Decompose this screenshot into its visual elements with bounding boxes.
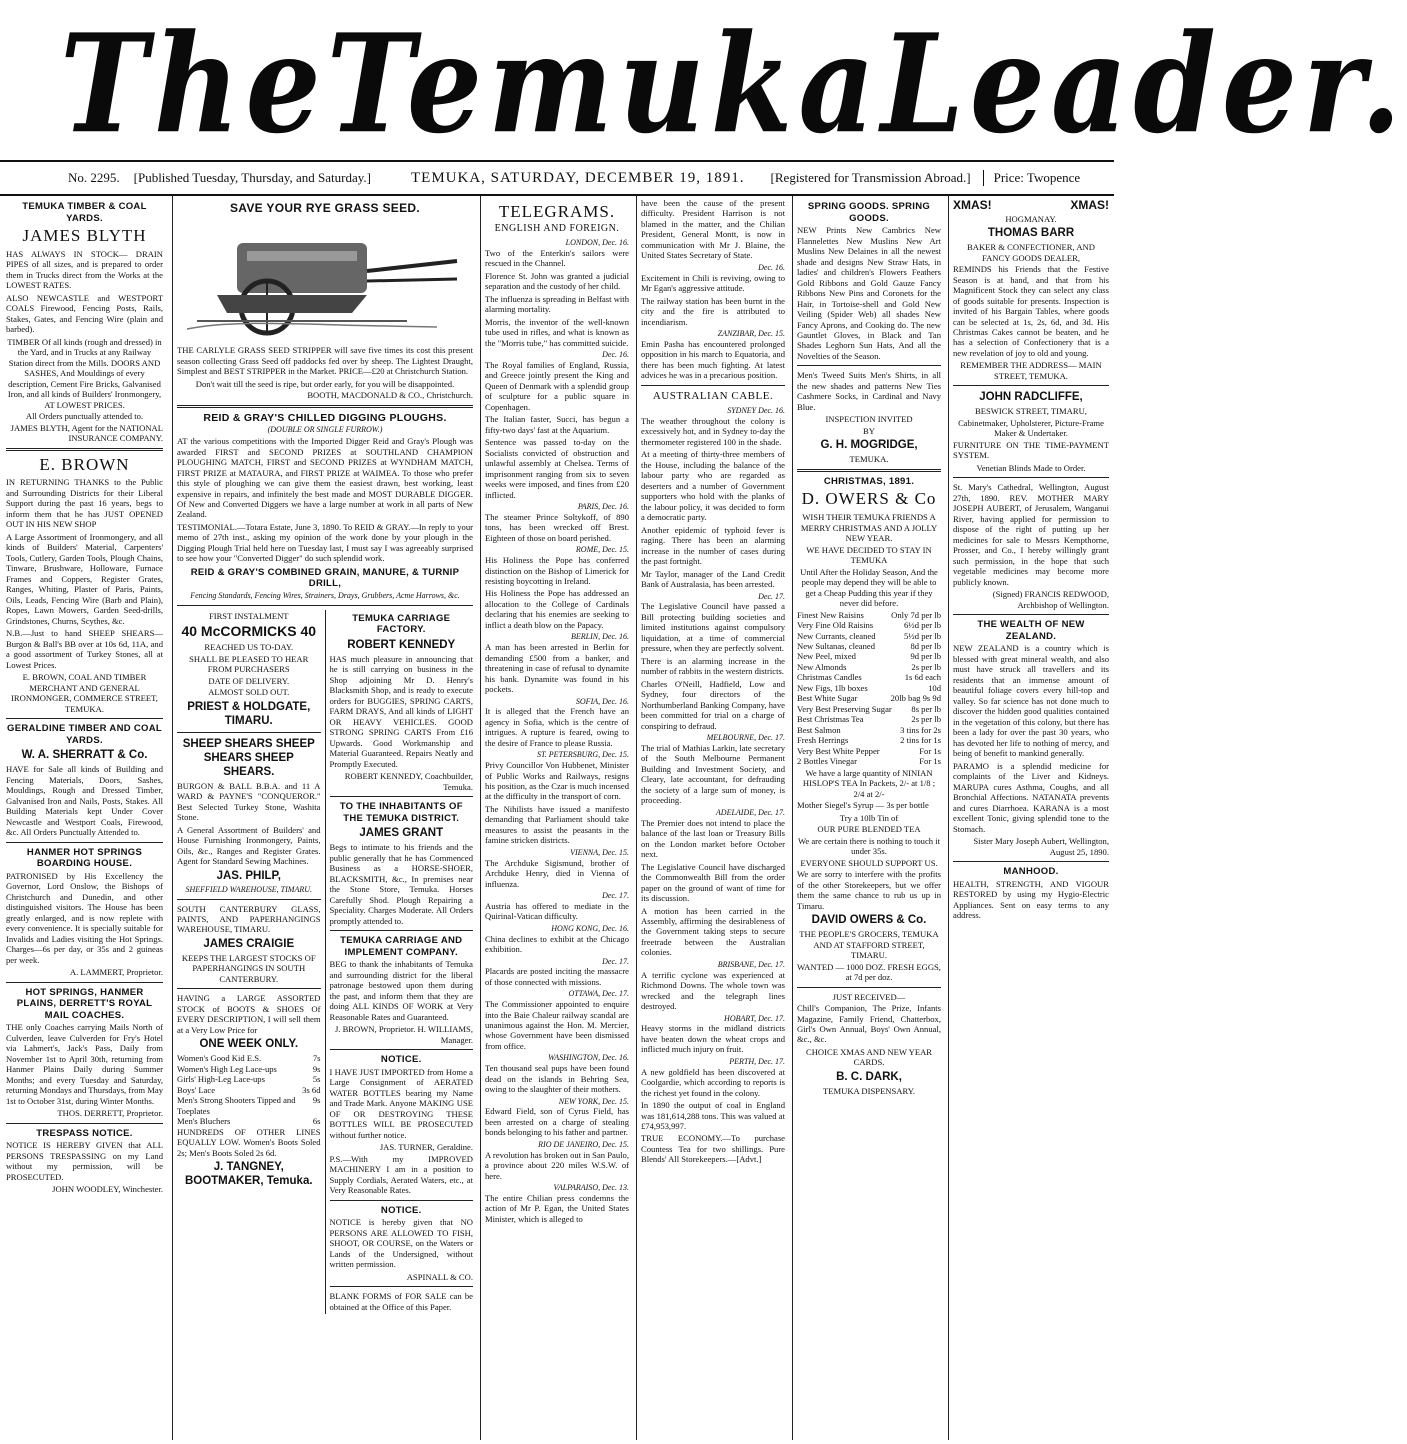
price-item: Fresh Herrings [797,735,849,746]
grass-seed-stripper-illustration [177,221,473,339]
ad-heading-trespass: TRESPASS NOTICE. [36,1127,133,1139]
ad-heading-manhood: MANHOOD. [1003,866,1059,877]
ad-heading-implement-company: TEMUKA CARRIAGE AND IMPLEMENT COMPANY. [340,935,463,958]
ad-text: HUNDREDS OF OTHER LINES EQUALLY LOW. Women's Boots Soled 2s; Men's Boots Soled 2s 6d. [177,1126,321,1158]
advertiser-e-brown: E. BROWN [39,454,130,474]
divider [6,448,163,451]
dateline: Dec. 17. [602,956,629,966]
divider [330,1286,474,1287]
xmas-word: XMAS! [1070,198,1109,212]
advertiser-david-owers: DAVID OWERS & Co. [811,914,927,927]
advertiser-jas-philp: JAS. PHILP, [216,869,281,882]
ad-text: ALSO NEWCASTLE and WESTPORT COALS Firewood, Fencing Posts, Rails, Stakes, Gates, and Fencing Wire (plain and barbed). [6,292,163,335]
dateline: Dec. 17. [758,591,785,601]
dateline: BRISBANE, Dec. 17. [717,959,785,969]
ad-text: Begs to intimate to his friends and the public generally that he has Commenced Business as a HORSE-SHOER, BLACKSMITH, &c., In premises near the Stone Store, Temuka. Horses Carefully Shod. Plough Repairing a Speciality. Charges Moderate. All Orders promptly attended to. [329,842,473,926]
ad-line: DATE OF DELIVERY. [208,675,290,686]
ad-heading-coaches: HOT SPRINGS, HANMER PLAINS, DERRETT'S ROYAL MAIL COACHES. [16,986,153,1021]
advertiser-tangney: J. TANGNEY, BOOTMAKER, Temuka. [184,1161,313,1188]
divider [797,987,941,988]
price-value: 9s [312,1095,321,1106]
ad-heading-timber-yards: TEMUKA TIMBER & COAL YARDS. [22,201,147,224]
price-value: 9d per lb [910,651,941,662]
ad-text: I HAVE JUST IMPORTED from Home a Large Consignment of AERATED WATER BOTTLES bearing my Name and Trade Mark. Anyone MAKING USE OF OR DESTROYING THESE BOTTLES WILL BE PROSECUTED without further notice. [329,1066,473,1140]
price-item: New Sultanas, cleaned [797,640,876,651]
price-value: 8d per lb [910,640,941,651]
ad-heading-geraldine: GERALDINE TIMBER AND COAL YARDS. [7,723,162,746]
column-2 [172,196,477,1440]
ad-heading-sheep-shears: SHEEP SHEARS SHEEP SHEARS SHEEP SHEARS. [182,737,315,778]
ad-heading-drill: REID & GRAY'S COMBINED GRAIN, MANURE, & TURNIP DRILL, [190,566,460,590]
price-row [177,1053,321,1063]
divider [953,861,1109,862]
ad-subheading: (DOUBLE OR SINGLE FURROW.) [267,425,383,435]
dateline: LONDON, Dec. 16. [565,237,629,247]
divider [177,405,473,408]
ad-line: INSPECTION INVITED [825,414,913,425]
ad-text: HAS ALWAYS IN STOCK— DRAIN PIPES of all sizes, and is prepared to order them in Trucks direct from the Works at the LOWEST RATES. [6,248,163,291]
masthead-word-1: The [60,3,327,164]
advertiser-d-owers: D. OWERS & Co [801,489,937,509]
news-item: The Royal families of England, Russia, and Greece jointly present the King and Queen of Denmark with a splendid group of sculpture for a public square in Copenhagen. [485,359,629,412]
news-item: The Nihilists have issued a manifesto demanding that Parliament should take measures to assist the peasants in the famine stricken districts. [485,803,629,846]
ad-heading-rye-grass: SAVE YOUR RYE GRASS SEED. [230,201,420,215]
advertiser-b-c-dark: B. C. DARK, [836,1070,902,1083]
divider [177,899,321,900]
ad-signature: ROBERT KENNEDY, Coachbuilder, Temuka. [344,771,473,792]
news-item: Another epidemic of typhoid fever is raging. There has been an alarming increase in the number of cases during the past fortnight. [641,524,785,567]
price-item: Best Salmon [797,724,841,735]
ad-text: Until After the Holiday Season, And the people may depend they will be able to get a Cheap Pudding this year if they never did before. [800,566,938,609]
dateline: RIO DE JANEIRO, Dec. 15. [538,1139,629,1149]
column-2-right [326,610,474,1314]
ad-signature: Sister Mary Joseph Aubert, Wellington, August 25, 1890. [973,836,1109,857]
news-item: Placards are posted inciting the massacre of those connected with missions. [485,966,629,987]
news-item: The steamer Prince Soltykoff, of 890 tons, has been wrecked off Brest. Eighteen of those on board perished. [485,511,629,543]
ad-heading-inhabitants: TO THE INHABITANTS OF THE TEMUKA DISTRICT. [339,801,463,824]
advertiser-james-craigie: JAMES CRAIGIE [203,937,295,950]
news-item: Heavy storms in the midland districts have beaten down the wheat crops and inflicted much injury on fruit. [641,1023,785,1055]
divider [6,982,163,983]
ad-text: HEALTH, STRENGTH, AND VIGOUR RESTORED by using my Hygio-Electric Appliances. Sent on easy terms to any address. [953,878,1109,921]
masthead-word-3: Leader. [880,3,1407,164]
divider [330,930,474,931]
dateline: Dec. 16. [758,262,785,272]
divider [330,1049,474,1050]
ad-text: PATRONISED by His Excellency the Governor, Lord Onslow, the Bishops of Christchurch and Dunedin, and other distinguished visitors. The House has been greatly enlarged, and is now replete with every convenience. It is specially suitable for Invalids and Ladies visiting the Hot Springs. Charges—6s per day, or 35s and 2 guineas per week. [6,870,163,965]
dateline: VIENNA, Dec. 15. [570,847,629,857]
ad-text: NOTICE is hereby given that NO PERSONS ARE ALLOWED TO FISH, SHOOT, OR COURSE, on the Waters or Lands of the Undersigned, without written permission. [329,1217,473,1270]
news-item: The influenza is spreading in Belfast with alarming mortality. [485,293,629,315]
dateline: BERLIN, Dec. 16. [571,632,629,642]
price-value: 6s [312,1116,321,1127]
ad-line: THE PEOPLE'S GROCERS, TEMUKA AND AT STAFFORD STREET, TIMARU. [799,929,939,961]
news-item: At a meeting of thirty-three members of the House, including the balance of the labour party who are regarded as deserters and a number of Government supporters who hold with the planks of the labour policy, it was decided to form a democratic party. [641,449,785,523]
page-columns [2,196,1112,1440]
news-item: A revolution has broken out in San Paulo, a province about 220 miles W.S.W. of here. [485,1149,629,1181]
dateline: OTTAWA, Dec. 17. [568,989,629,999]
news-item: The railway station has been burnt in the city and the fire is attributed to incendiarism. [641,295,785,327]
news-item: It is alleged that the French have an agency in Sofia, which is the centre of intrigues. A rupture is feared, owing to the desire of France to please Russia. [485,706,629,748]
price-value: 2s per lb [911,661,941,672]
ad-text: TIMBER Of all kinds (rough and dressed) in the Yard, and in Trucks at any Railway Station direct from the Mills. DOORS AND SASHES, And Mouldings of every description, Cement Fire Bricks, Galvanised Iron, and all kinds of Builders' Ironmongery, AT LOWEST PRICES. [7,336,162,410]
ad-text: We have a large quantity of NINIAN HISLOP'S TEA In Packets, 2/- at 1/8 ; 2/4 at 2/- [802,767,936,799]
ad-text: KEEPS THE LARGEST STOCKS OF PAPERHANGINGS IN SOUTH CANTERBURY. [181,952,316,984]
ad-text: SOUTH CANTERBURY GLASS, PAINTS, AND PAPERHANGINGS WAREHOUSE, TIMARU. [177,903,321,935]
price-value: 20lb bag 9s 9d [890,693,941,704]
ad-signature: E. BROWN, COAL AND TIMBER MERCHANT AND GENERAL IRONMONGER, COMMERCE STREET, TEMUKA. [11,672,158,714]
price-value: 2s per lb [911,714,941,725]
price-row [797,725,941,735]
news-item: Ten thousand seal pups have been found dead on the islands in Behring Sea, owing to the slaughter of their mothers. [485,1063,629,1095]
dateline: ST. PETERSBURG, Dec. 15. [536,750,629,760]
ad-subheading: HOGMANAY. [1005,213,1057,224]
news-item: The entire Chilian press condemns the action of Mr P. Egan, the United States Minister, which is alleged to [485,1192,629,1224]
divider [177,605,473,606]
price-item: New Peel, mixed [797,651,856,662]
news-item: The Legislative Council have discharged the Commonwealth Bill from the order paper on the ground of want of time for its discussion. [641,861,785,904]
divider [797,469,941,472]
price-value: Only 7d per lb [891,609,941,620]
price-value: 5s [312,1074,321,1085]
price-row [797,651,941,661]
price-row [797,641,941,651]
divider [6,1123,163,1124]
ad-line: OUR PURE BLENDED TEA [817,824,921,835]
price-item: Finest New Raisins [797,609,864,620]
ad-text: We are sorry to interfere with the profits of the other Storekeepers, but we offer them the same chance to rub us up in Timaru. [797,869,941,911]
ad-text: P.S.—With my IMPROVED MACHINERY I am in a position to Supply Cordials, Aerated Waters, etc., at Very Reasonable Rates. [329,1153,473,1196]
issue-date: TEMUKA, SATURDAY, DECEMBER 19, 1891. [411,169,745,186]
price-row [797,683,941,693]
news-item: Excitement in Chili is reviving, owing to Mr Egan's aggressive attitude. [641,272,785,294]
price-item: Girls' High-Leg Lace-ups [177,1074,265,1085]
ad-subheading: SHEFFIELD WAREHOUSE, TIMARU. [185,884,313,894]
ad-text: We are certain there is nothing to touch it under 35s. [797,835,940,857]
ad-text: All Orders punctually attended to. [25,411,144,422]
price-row [177,1085,321,1095]
telegrams-heading: TELEGRAMS. [498,202,616,221]
ad-subheading: Fencing Standards, Fencing Wires, Strainers, Drays, Grubbers, Acme Harrows, &c. [190,591,460,601]
ad-signature: BOOTH, MACDONALD & CO., Christchurch. [307,390,473,401]
news-item: There is an alarming increase in the number of rabbits in the western districts. [641,655,785,677]
ad-line: TEMUKA. [849,454,889,465]
column-6 [948,196,1113,1440]
ad-line: TEMUKA DISPENSARY. [822,1085,915,1096]
price-item: New Figs, 1lb boxes [797,682,868,693]
ad-text: NEW ZEALAND is a country which is blessed with great mineral wealth, and also must have struck all travellers and its residents that an immense amount of beautiful foliage covers every hill-top and valley. So far science has not done much to discover the hidden good qualities contained in the vegetation of this colony, but there has been a lady for over the past 30 years, who has devoted her life to nothing of mercy, and being of benefit to mankind generally. [953,643,1109,759]
ad-heading-hanmer-boarding: HANMER HOT SPRINGS BOARDING HOUSE. [26,846,143,870]
ad-text: TESTIMONIAL.—Totara Estate, June 3, 1890. To REID & GRAY.—In reply to your memo of 27th inst., asking my opinion of the work done by your plough in the Digging Plough Trial held here on Tuesday last, I must say I was agreeably surprised to see how your "Converted Digger" do such splendid work. [177,521,473,564]
issue-number: No. 2295. [68,170,120,185]
advertiser-john-radcliffe: JOHN RADCLIFFE, [979,391,1083,404]
dateline: PARIS, Dec. 16. [577,502,629,512]
news-item: China declines to exhibit at the Chicago exhibition. [485,933,629,955]
divider [330,1200,474,1201]
ad-text: THE only Coaches carrying Mails North of Culverden, leave Culverden for Fry's Hotel via Lahmert's, Jack's Pass, Daily from November 1st to April 30th, returning from Hanmer Plains Daily during Summer Months; and every Tuesday and Saturday, returning Mondays and Thursdays, from May 1st to October 31st, during Winter Months. [6,1022,163,1106]
news-item: A new goldfield has been discovered at Coolgardie, which according to reports is the richest yet found in the colony. [641,1066,785,1098]
ad-signature: JOHN WOODLEY, Winchester. [52,1184,163,1195]
divider [953,477,1109,478]
price-item: Women's High Leg Lace-ups [177,1063,277,1074]
ad-line: REACHED US TO-DAY. [204,642,294,653]
ad-text: NEW Prints New Cambrics New Flannelettes New Muslins New Art Muslins New Delaines in all the newest shade and designs New Straw Hats, in ladies' and children's Flowers Feathers Gold Ribbons and Gold Gauze Fancy Ribbons New Pins and Coronets for the Hair, in Tortoise-shell and Gold New Veiling (Spider Web) all shades New Fancy Aprons, and Cooking do. The new Gauntlet Gloves, in Black and Tan Shades Leghorn Sun Hats, And all the Novelties of the Season. [797,225,941,361]
price-value: For 1s [919,745,941,756]
dateline: NEW YORK, Dec. 15. [558,1096,629,1106]
dateline: Dec. 17. [602,891,629,901]
news-item: Sentence was passed to-day on the Socialists convicted of obstruction and unlawful assembly at Chelsea. Terms of imprisonment ranging from six to seven weeks were imposed, and fines from £20 inflicted. [485,437,629,500]
price-value: 9s [312,1063,321,1074]
price-item: Very Best Preserving Sugar [797,703,892,714]
advertiser-sherratt: W. A. SHERRATT & Co. [21,749,148,762]
ad-line: EVERYONE SHOULD SUPPORT US. [800,857,938,868]
price-item: Women's Good Kid E.S. [177,1053,262,1064]
xmas-word: XMAS! [953,198,992,212]
ad-signature: A. LAMMERT, Proprietor. [69,967,163,978]
price-row [797,746,941,756]
column-2-split [177,610,473,1314]
divider [177,732,321,733]
price-value: 6½d per lb [904,620,941,631]
news-item: Emin Pasha has encountered prolonged opposition in his march to Equatoria, and there has been much fighting. At latest advices he was in a precarious position. [641,338,785,381]
price-item: Men's Bluchers [177,1116,231,1127]
price-row [177,1095,321,1116]
ad-text: HAS much pleasure in announcing that he is still carrying on business in the Shop adjoining Mr D. Henry's Blacksmith Shop, and is ready to execute orders for BUGGIES, SPRING CARTS, FARM DRAYS, And all kinds of LIGHT OR HEAVY VEHICLES. GOOD STRONG SPRING CARTS From £16 Upwards. Good Workmanship and Material Guaranteed. Repairs Neatly and Promptly Executed. [329,653,473,769]
price-value: 2 tins for 1s [900,735,941,746]
news-item: A man has been arrested in Berlin for demanding £500 from a banker, and threatening in case of refusal to dynamite his bank. Dynamite was found in his pockets. [485,642,629,695]
ad-text: BLANK FORMS of FOR SALE can be obtained at the Office of this Paper. [329,1291,473,1312]
news-item: The weather throughout the colony is excessively hot, and in Sydney to-day the thermometer registered 100 in the shade. [641,415,785,447]
advertiser-priest-holdgate: PRIEST & HOLDGATE, TIMARU. [187,700,311,727]
divider [6,718,163,719]
ad-mccormicks: 40 McCORMICKS 40 [181,623,317,640]
ad-text: BURGON & BALL B.B.A. and 11 A WARD & PAYNE'S "CONQUEROR." Best Selected Turkey Stone, Washita Stone. [177,780,321,823]
ad-text: WANTED — 1000 DOZ. FRESH EGGS, at 7d per doz. [797,961,941,983]
news-item: Mr Taylor, manager of the Land Credit Bank of Australasia, has been arrested. [641,568,785,590]
dateline: SYDNEY Dec. 16. [727,406,785,416]
dateline: SOFIA, Dec. 16. [575,696,629,706]
ad-text: Chill's Companion, The Prize, Infants Magazine, Family Friend, Chatterbox, Girl's Own Annual, Boys' Own Annual, &c., &c. [797,1003,941,1045]
masthead-word-2: Temuka [326,3,881,164]
news-item: A terrific cyclone was experienced at Richmond Downs. The whole town was wrecked and the telegraph lines destroyed. [641,969,785,1012]
price-row [177,1064,321,1074]
masthead [60,3,1407,164]
news-item: The Commissioner appointed to enquire into the Baie Chaleur railway scandal are unanimous against the Hon. M. Mercier, whose Government have been dismissed from office. [485,999,629,1051]
news-item: The Legislative Council have passed a Bill protecting building societies and limited institutions against compulsory liquidation, at a time of commercial pressure, when they are perfectly solvent. [641,601,785,654]
price: Price: Twopence [983,170,1081,186]
ad-text: PARAMO is a splendid medicine for complaints of the Liver and Kidneys. MARUPA cures Asthma, Coughs, and all Bronchial Affections. NATANATA prevents and cures Diarrhoea. KARANA is a most excellent Tonic, giving splendid tone to the Stomach. [953,760,1109,834]
column-5 [792,196,945,1440]
price-item: Boys' Lace [177,1084,216,1095]
dateline: Dec. 16. [602,350,629,360]
price-row [797,610,941,620]
dateline: ADELAIDE, Dec. 17. [715,807,785,817]
dateline: WASHINGTON, Dec. 16. [548,1053,629,1063]
ad-signature: JAS. TURNER, Geraldine. [379,1142,473,1153]
ad-heading-notice-2: NOTICE. [380,1204,422,1216]
price-row [797,714,941,724]
telegrams-subheading: ENGLISH AND FOREIGN. [494,222,620,234]
dateline: VALPARAISO, Dec. 13. [553,1183,629,1193]
registration-note: [Registered for Transmission Abroad.] [770,170,971,185]
ad-signature: ASPINALL & CO. [406,1271,473,1282]
news-item: His Holiness the Pope has conferred distinction on the Bishop of Limerick for resisting boycotting in Ireland. [485,555,629,586]
price-item: Christmas Candles [797,672,862,683]
issue-info-bar [0,160,1114,196]
ad-line: FIRST INSTALMENT [208,610,289,621]
ad-line: WE HAVE DECIDED TO STAY IN TEMUKA [806,544,932,566]
ad-text: A Large Assortment of Ironmongery, and all kinds of Builders' Material, Carpenters' Tools, Cutlery, Garden Tools, Plough Chains, Tinware, Brushware, Holloware, Furnace Frames and Coppers, Register Grates, Ranges, Whiting, Plaster of Paris, Paints, Oils, Leads, Fencing Wire (Barb and Plain), Ropes, Lawn Mowers, Garden Seed-drills, Grindstones, Churns, Scythes, &c. [6,531,163,626]
news-item: TRUE ECONOMY.—To purchase Countess Tea for two shillings. Pure Blends' All Storekeepers.—[Advt.] [641,1133,785,1165]
ad-heading-notice: NOTICE. [380,1054,422,1066]
dateline: PERTH, Dec. 17. [729,1056,785,1066]
news-item: His Holiness the Pope has addressed an allocation to the College of Cardinals declaring that his enemies are seeking to inflict a death blow on the Papacy. [485,588,629,630]
advertiser-james-grant: JAMES GRANT [359,827,444,840]
ad-line: ALMOST SOLD OUT. [208,687,290,698]
news-item: The Italian faster, Succi, has begun a fifty-two days' fast at the Aquarium. [485,414,629,435]
ad-heading-reid-gray: REID & GRAY'S CHILLED DIGGING PLOUGHS. [203,411,447,424]
price-row [797,693,941,703]
price-item: Very Fine Old Raisins [797,620,874,631]
advertiser-robert-kennedy: ROBERT KENNEDY [347,638,456,651]
ad-text: Venetian Blinds Made to Order. [976,462,1086,473]
ad-text: IN RETURNING THANKS to the Public and Surrounding Districts for their Liberal Support during the past 16 years, begs to inform them that he has JUST OPENED OUT IN HIS NEW SHOP [6,477,163,530]
ad-heading-wealth-nz: THE WEALTH OF NEW ZEALAND. [977,619,1085,642]
price-row [797,662,941,672]
dateline: HONG KONG, Dec. 16. [551,923,629,933]
news-item: The Archduke Sigismund, brother of Archduke Henry, died in Vienna of influenza. [485,857,629,889]
ad-text: Men's Tweed Suits Men's Shirts, in all the new shades and patterns New Ties Cashmere Socks, in Cardinal and Navy Blue. [797,370,941,412]
ad-line: CHOICE XMAS AND NEW YEAR CARDS. [805,1046,933,1068]
ad-heading-spring-goods: SPRING GOODS. SPRING GOODS. [807,201,931,224]
column-2-left [177,610,326,1314]
price-row [797,704,941,714]
ad-line: BY [863,425,875,436]
divider [797,365,941,366]
advertiser-thomas-barr: THOMAS BARR [987,227,1075,240]
grocery-price-list [797,610,941,767]
news-item: Charles O'Neill, Hadfield, Low and Sydney, four directors of the Northumberland Banking Company, have been committed for trial on a charge of conspiring to defraud. [641,678,785,731]
price-row [797,672,941,682]
dateline: ZANZIBAR, Dec. 15. [717,329,785,339]
price-item: Best White Sugar [797,693,858,704]
ad-text: Mother Siegel's Syrup — 3s per bottle [797,800,929,811]
ad-signature: JAMES BLYTH, Agent for the NATIONAL INSURANCE COMPANY. [10,422,163,444]
ad-heading-christmas: CHRISTMAS, 1891. [823,475,915,487]
ad-text: HAVE for Sale all kinds of Building and Fencing Materials, Doors, Sashes, Mouldings, Rough and Dressed Timber, Galvanised Iron and Nails, Posts, Stakes. All Building Materials kept Under Cover Newcastle and Westport Coals, Firewood, &c. All Orders Punctually Attended to. [6,764,163,838]
news-item: Morris, the inventor of the well-known tube used in rifles, and what is known as the "Morris tube," has committed suicide. [485,316,629,348]
xmas-banner [953,198,1109,213]
price-item: Men's Strong Shooters Tipped and Toeplates [177,1095,296,1116]
price-row [797,756,941,766]
advertiser-james-blyth: JAMES BLYTH [22,226,147,246]
dateline: MELBOURNE, Dec. 17. [706,733,785,743]
ad-line: Cabinetmaker, Upholsterer, Picture-Frame Maker & Undertaker. [958,417,1104,439]
divider [330,796,474,797]
price-item: New Almonds [797,661,847,672]
advertiser-mogridge: G. H. MOGRIDGE, [820,439,918,452]
price-row [797,631,941,641]
ad-text: HAVING a LARGE ASSORTED STOCK of BOOTS & SHOES Of EVERY DESCRIPTION, I will sell them at a Very Low Price for [177,993,321,1035]
ad-line: JUST RECEIVED— [832,991,906,1002]
price-row [797,735,941,745]
ad-text: Don't wait till the seed is ripe, but order early, for you will be disappointed. [195,378,455,389]
news-item: have been the cause of the present difficulty. President Harrison is not blamed in the matter, and the Chilian President, General Montt, is now in communication with Mr J. Blaine, the United States Secretary of State. [641,198,785,261]
dateline: ROME, Dec. 15. [575,545,629,555]
ad-text: NOTICE IS HEREBY GIVEN that ALL PERSONS TRESPASSING on my Land without my permission, will be PROSECUTED. [6,1140,163,1182]
divider [6,842,163,843]
ad-signature: (Signed) FRANCIS REDWOOD, Archbishop of Wellington. [992,589,1109,610]
news-item: Two of the Enterkin's sailors were rescued in the Channel. [485,247,629,269]
ad-text: St. Mary's Cathedral, Wellington, August 27th, 1890. REV. MOTHER MARY JOSEPH AUBERT, of Jerusalem, Wanganui River, having applied for permission to dispose of the right of putting up her medicines for sale to Messrs Kempthorne, Prosser, and Co., I hereby willingly grant such permission, in the hope that such vegetable medicines may become more publicly known. [953,482,1109,587]
ad-text: BEG to thank the inhabitants of Temuka and surrounding district for the liberal patronage bestowed upon them during the past, and inform them that they are doing ALL KINDS OF WORK at Very Reasonable Rates and Guaranteed. [329,959,473,1022]
ad-line: REMEMBER THE ADDRESS— MAIN STREET, TEMUKA. [960,360,1102,381]
ad-one-week: ONE WEEK ONLY. [199,1038,299,1051]
ad-text: FURNITURE ON THE TIME-PAYMENT SYSTEM. [953,439,1109,461]
news-item: Privy Councillor Von Hubbenet, Minister of Public Works and Railways, resigns his position, as the Czar is much incensed at the difficulty in the transport of corn. [485,760,629,802]
price-value: 10d [928,682,941,693]
news-item: The Premier does not intend to place the balance of the last loan or Treasury Bills on the London market before October next. [641,817,785,860]
divider [641,385,785,386]
ad-text: THE CARLYLE GRASS SEED STRIPPER will save five times its cost this present season collecting Grass Seed off paddocks fed over by sheep. The Lightest Draught, Simplest and BEST STRIPPER in the Market. PRICE—£20 at Christchurch Station. [177,345,473,377]
price-value: 3 tins for 2s [900,724,941,735]
price-row [177,1074,321,1084]
dateline: HOBART, Dec. 17. [724,1013,785,1023]
australian-cable-heading: AUSTRALIAN CABLE. [652,389,774,402]
price-item: 2 Bottles Vinegar [797,756,857,767]
boots-price-list [177,1053,321,1126]
news-item: Edward Field, son of Cyrus Field, has been arrested on a charge of stealing bonds belonging to his father and partner. [485,1106,629,1138]
news-item: In 1890 the output of coal in England was 181,614,288 tons. This was valued at £74,953,997. [641,1100,785,1131]
ad-text: AT the various competitions with the Imported Digger Reid and Gray's Plough was awarded FIRST and SECOND PRIZES at SOUTHLAND CHAMPION PLOUGHING MATCH, FIRST and SECOND PRIZES at WYNDHAM MATCH, FIRST PRIZE at MATAURA, and FIRST PRIZE at WAIMEA. To those who prefer this style of ploughing we can give them the easiest drawn, best working, least expensive in repairs, and infinitely the best made and MOST DURABLE DIGGER. Of New and Converted Diggers we have a large number at work in all parts of New Zealand. [177,436,473,520]
column-4 [636,196,789,1440]
price-item: Very Best White Pepper [797,745,880,756]
divider [953,614,1109,615]
price-row [797,620,941,630]
price-value: 1s 6d each [904,672,941,683]
ad-line: WISH THEIR TEMUKA FRIENDS A MERRY CHRISTMAS AND A JOLLY NEW YEAR. [800,512,938,544]
divider [953,385,1109,386]
column-3 [480,196,633,1440]
news-item: The trial of Mathias Larkin, late secretary of the South Melbourne Permanent Building and Investment Society, and Cleary, late accountant, for defrauding the society of a large sum of money, is proceeding. [641,742,785,806]
news-item: A motion has been carried in the Assembly, affirming the desirableness of the Government taking steps to secure freetrade between the Australian colonies. [641,905,785,958]
price-row [177,1116,321,1126]
divider [177,988,321,989]
ad-text: A General Assortment of Builders' and House Furnishing Ironmongery, Paints, Oils, &c., Ranges and Register Grates. Agent for Standard Sewing Machines. [177,824,321,867]
publication-days: [Published Tuesday, Thursday, and Saturday.] [133,170,371,185]
ad-line: BESWICK STREET, TIMARU, [975,406,1087,417]
ad-signature: J. BROWN, Proprietor. H. WILLIAMS, Manager. [334,1024,473,1045]
price-value: 5½d per lb [904,630,941,641]
price-value: 8s per lb [911,703,941,714]
news-item: Florence St. John was granted a judicial separation and the custody of her child. [485,270,629,292]
news-item: Austria has offered to mediate in the Quirinal-Vatican difficulty. [485,900,629,922]
ad-text: REMINDS his Friends that the Festive Season is at hand, and that from his Magnificent Stock they can select any class of goods suitable for presents. Inspection is invited of his Bargain Tables, where goods can be selected at 1s, 2s, 6d, and 3d. His Christmas Cakes cannot be beaten, and he has a selection of Confectionery that is a new revelation of joy to old and young. [953,264,1109,358]
column-1 [2,196,167,1440]
ad-line: Try a 10lb Tin of [839,812,899,823]
ad-signature: THOS. DERRETT, Proprietor. [57,1108,163,1119]
ad-heading-carriage-factory: TEMUKA CARRIAGE FACTORY. [352,612,451,636]
price-value: 3s 6d [302,1084,321,1095]
ad-text: N.B.—Just to hand SHEEP SHEARS— Burgon & Ball's BB over at 10s 6d, 11A, and a good assortment of Turkey Stones, all at Lowest Prices. [6,628,163,670]
ad-line: BAKER & CONFECTIONER, AND FANCY GOODS DEALER, [967,242,1095,263]
price-item: Best Christmas Tea [797,714,864,725]
ad-line: SHALL BE PLEASED TO HEAR FROM PURCHASERS [189,653,309,675]
price-value: 7s [312,1053,321,1064]
price-item: New Currants, cleaned [797,630,876,641]
price-value: For 1s [919,756,941,767]
